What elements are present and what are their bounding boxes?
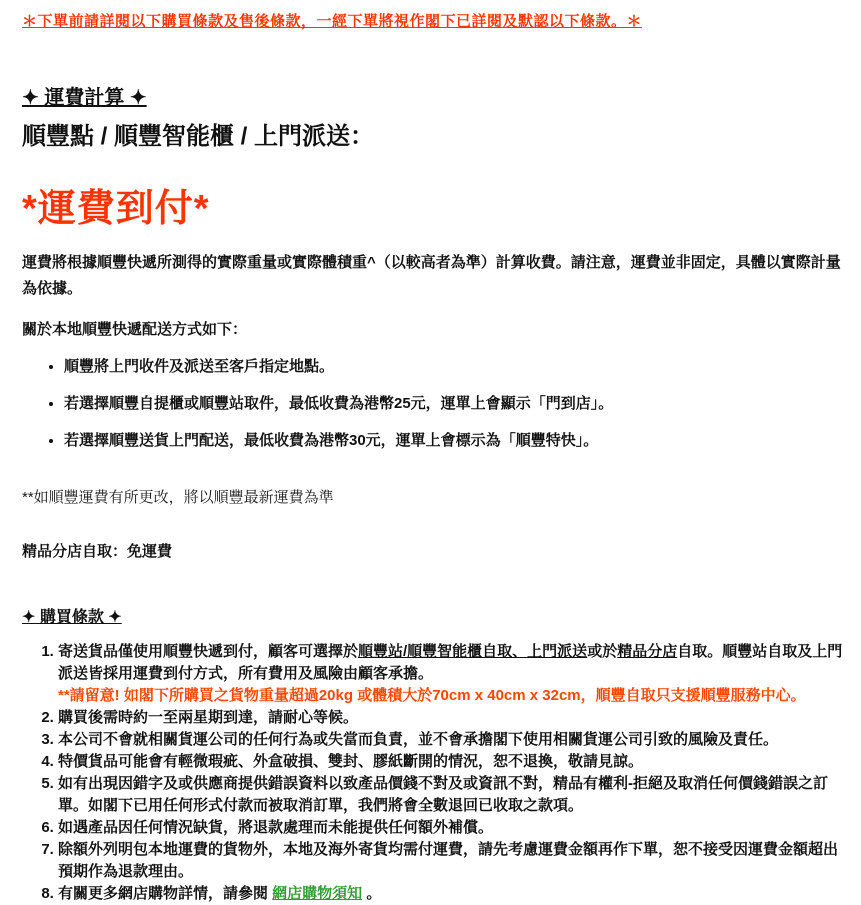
term-item-6: 6. 如遇產品因任何情況缺貨，將退款處理而未能提供任何額外補償。 (58, 817, 845, 839)
list-item: • 若選擇順豐送貨上門配送，最低收費為港幣30元，運單上會標示為「順豐特快」。 (64, 431, 845, 450)
term-item-1 (58, 641, 845, 707)
list-item: • 順豐將上門收件及派送至客戶指定地點。 (64, 357, 845, 376)
term1-underlined-pickup-options: 順豐站/順豐智能櫃自取、上門派送 (358, 643, 588, 660)
weight-size-limit-warning: **請留意! 如閣下所購買之貨物重量超過20kg 或體積大於70cm x 40cm x 32cm，順豐自取只支援順豐服務中心。 (58, 687, 806, 704)
term-item-4: 4. 特價貨品可能會有輕微瑕疵、外盒破損、雙封、膠紙斷開的情況，恕不退換，敬請見諒。 (58, 751, 845, 773)
delivery-methods-intro: 關於本地順豐快遞配送方式如下： (22, 321, 248, 338)
purchase-terms-list (22, 641, 845, 905)
delivery-methods-list (22, 357, 845, 450)
store-pickup-free-note: 精品分店自取：免運費 (22, 543, 173, 560)
term1-underlined-boutique: 精品分店 (617, 643, 678, 660)
fee-change-note: **如順豐運費有所更改，將以順豐最新運費為準 (22, 489, 334, 506)
term1-text-post: 自取。順豐站自取及上門派送皆採用運費到付方式，所有費用及風險由顧客承擔。 (58, 643, 843, 682)
term-item-3: 3. 本公司不會就相關貨運公司的任何行為或失當而負責，並不會承擔閣下使用相關貨運公司引致的風險及責任。 (58, 729, 845, 751)
shop-guide-link[interactable]: 網店購物須知 (272, 885, 363, 902)
term-item-8 (58, 883, 845, 905)
freight-collect-title: *運費到付* (22, 188, 210, 230)
term8-text-post: 。 (362, 885, 382, 902)
term1-text-mid: 或於 (587, 643, 618, 660)
purchase-terms-heading: ✦ 購買條款 ✦ (22, 609, 122, 626)
term-item-7: 7. 除額外列明包本地運費的貨物外，本地及海外寄貨均需付運費，請先考慮運費金額再作下單，恕不接受因運費金額超出預期作為退款理由。 (58, 839, 845, 883)
shipping-fee-intro: 運費將根據順豐快遞所測得的實際重量或實際體積重^（以較高者為準）計算收費。請注意，運費並非固定，具體以實際計量為依據。 (22, 254, 841, 297)
term1-text-pre: 寄送貨品僅使用順豐快遞到付，顧客可選擇於 (58, 643, 359, 660)
term-item-5: 5. 如有出現因錯字及或供應商提供錯誤資料以致產品價錢不對及或資訊不對，精品有權利-拒絕及取消任何價錢錯誤之訂單。如閣下已用任何形式付款而被取消訂單，我們將會全數退回已收取之款項。 (58, 773, 845, 817)
term-item-2: 2. 購買後需時約一至兩星期到達，請耐心等候。 (58, 707, 845, 729)
list-item: • 若選擇順豐自提櫃或順豐站取件，最低收費為港幣25元，運單上會顯示「門到店」。 (64, 394, 845, 413)
pre-order-notice: ＊下單前請詳閱以下購買條款及售後條款，一經下單將視作閣下已詳閱及默認以下條款。＊ (22, 13, 643, 30)
term8-text-pre: 有關更多網店購物詳情，請參閱 (58, 885, 273, 902)
delivery-options-subheading: 順豐點 / 順豐智能櫃 / 上門派送： (22, 123, 375, 150)
shipping-section-heading: ✦ 運費計算 ✦ (22, 87, 147, 109)
